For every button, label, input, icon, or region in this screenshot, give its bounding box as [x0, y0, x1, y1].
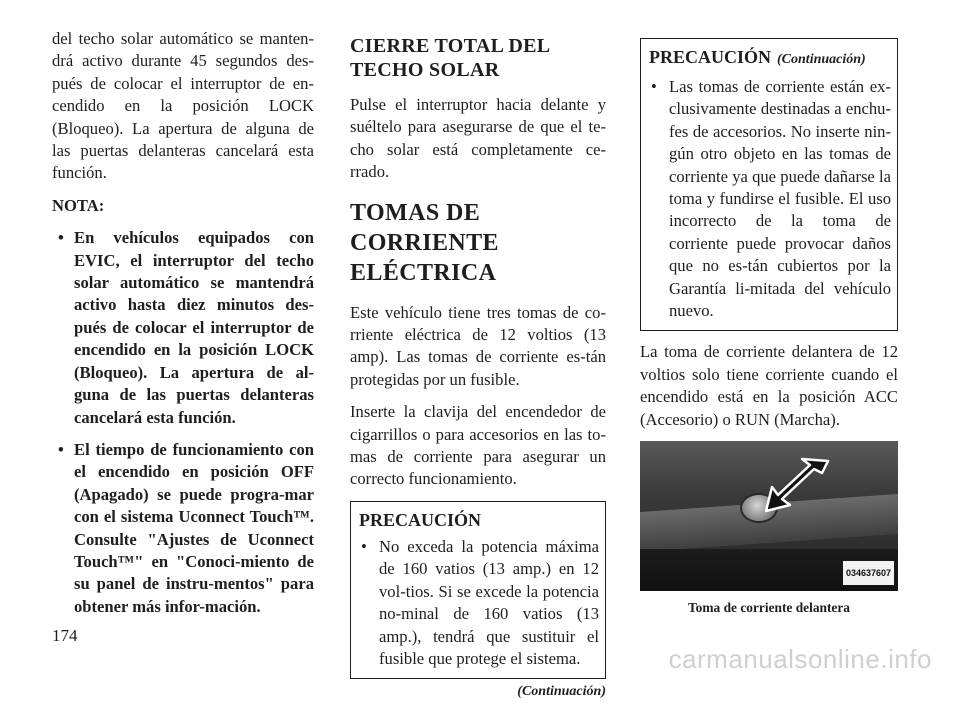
photo-caption: Toma de corriente delantera — [687, 600, 850, 616]
caution-title — [649, 45, 891, 72]
page-number: 174 — [52, 626, 78, 645]
caution-title-text: PRECAUCIÓN — [649, 47, 772, 67]
caution-list — [649, 76, 891, 322]
note-list — [52, 227, 314, 618]
outlets-paragraph: Este vehículo tiene tres tomas de co-rriente eléctrica de 12 voltios (13 amp). Las tomas de corriente es-tán protegidas por un fusible. — [350, 302, 606, 389]
caution-item: • No exceda la potencia máxima de 160 vatios (13 amp.) en 12 vol-tios. Si se excede la potencia no-minal de 160 vatios (13 amp.), tendrá que sustituir el fusible que protege el sistema. — [359, 536, 599, 670]
caution-list — [359, 536, 599, 670]
caution-title: PRECAUCIÓN — [359, 509, 482, 530]
arrow-icon — [762, 455, 832, 515]
caution-continued-label: (Continuación) — [777, 52, 866, 67]
photo-id-label: 034637607 — [843, 561, 894, 585]
power-outlet-photo — [640, 441, 898, 591]
note-label: NOTA: — [52, 195, 105, 215]
intro-paragraph: del techo solar automático se manten-drá activo durante 45 segundos des-pués de colocar el interruptor de en-cendido en la posición LOCK (Bloqueo). La apertura de alguna de las puertas delanteras cancelará esta función. — [52, 29, 314, 183]
note-item: • En vehículos equipados con EVIC, el interruptor del techo solar automático se mantendrá activo hasta diez minutos des-pués de colocar el interruptor de encendido en la posición LOCK (Bloqueo). La apertura de al-guna de las puertas delanteras cancelará esta función. — [52, 227, 314, 429]
plug-paragraph: Inserte la clavija del encendedor de cigarrillos o para accesorios en las to-mas de corriente para asegurar un correcto funcionamiento. — [350, 402, 606, 489]
continued-label: (Continuación) — [517, 684, 606, 700]
caution-box-continued — [640, 38, 898, 331]
column-right — [640, 28, 898, 620]
note-item: • El tiempo de funcionamiento con el encendido en posición OFF (Apagado) se puede progra-mar con el sistema Uconnect Touch™. Consulte "Ajustes de Uconnect Touch™" en "Conoci-miento de su panel de instru-mentos" para obtener más infor-mación. — [52, 439, 314, 618]
column-middle — [350, 28, 606, 704]
heading-sunroof-close: CIERRE TOTAL DEL TECHO SOLAR — [350, 35, 550, 81]
heading-power-outlets: TOMAS DE CORRIENTE ELÉCTRICA — [350, 199, 499, 286]
column-left — [52, 28, 314, 628]
front-outlet-paragraph: La toma de corriente delantera de 12 voltios solo tiene corriente cuando el encendido está en la posición ACC (Accesorio) o RUN (Marcha). — [640, 342, 898, 429]
caution-box — [350, 501, 606, 679]
watermark: carmanualsonline.info — [668, 644, 932, 674]
sunroof-paragraph: Pulse el interruptor hacia delante y suéltelo para asegurarse de que el te-cho solar está completamente ce-rrado. — [350, 95, 606, 182]
caution-item: • Las tomas de corriente están ex-clusivamente destinadas a enchu-fes de accesorios. No inserte nin-gún otro objeto en las tomas de corriente ya que puede dañarse la toma y fundirse el fusible. El uso incorrecto de la toma de corriente puede provocar daños que no es-tán cubiertos por la Garantía li-mitada del vehículo nuevo. — [649, 76, 891, 322]
